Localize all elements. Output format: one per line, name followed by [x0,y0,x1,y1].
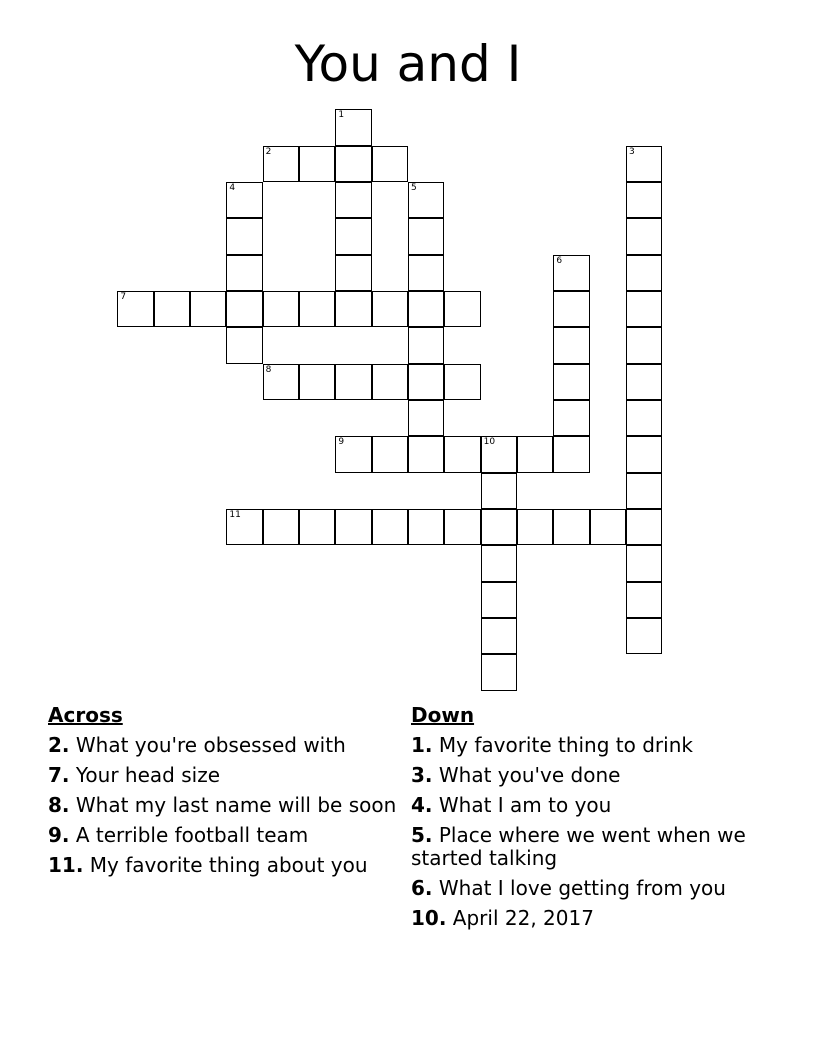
clue-text: What I am to you [438,793,612,817]
grid-cell[interactable] [154,291,190,327]
grid-cell[interactable] [626,545,662,581]
clue-text: Your head size [75,763,220,787]
grid-cell[interactable] [372,436,408,472]
clue-down-5 [411,824,756,870]
grid-cell[interactable] [481,509,517,545]
clue-down-4 [411,794,756,817]
clue-text: Place where we went when we started talking [411,823,746,870]
clue-text: What I love getting from you [438,876,726,900]
grid-cell[interactable] [226,255,262,291]
clue-number: 7. [48,763,70,787]
grid-cell[interactable] [553,327,589,363]
clue-down-3 [411,764,756,787]
grid-cell[interactable] [626,582,662,618]
clue-down-10 [411,907,756,930]
grid-cell[interactable] [481,545,517,581]
grid-cell[interactable] [408,291,444,327]
cell-number: 1 [338,110,345,121]
grid-cell[interactable] [444,291,480,327]
clue-text: What you've done [438,763,621,787]
grid-cell[interactable] [408,509,444,545]
page-title: You and I [294,35,522,93]
down-clues [411,704,756,937]
grid-cell[interactable] [481,618,517,654]
grid-cell[interactable] [335,436,371,472]
clue-down-6 [411,877,756,900]
grid-cell[interactable] [408,436,444,472]
clue-number: 1. [411,733,433,757]
grid-cell[interactable] [226,291,262,327]
clue-text: What you're obsessed with [75,733,346,757]
cell-number: 10 [483,437,496,448]
grid-cell[interactable] [626,327,662,363]
clue-number: 8. [48,793,70,817]
clue-across-2 [48,734,398,757]
grid-cell[interactable] [626,364,662,400]
grid-cell[interactable] [226,218,262,254]
grid-cell[interactable] [590,509,626,545]
grid-cell[interactable] [626,182,662,218]
clue-text: My favorite thing about you [89,853,368,877]
grid-cell[interactable] [408,400,444,436]
grid-cell[interactable] [190,291,226,327]
clue-text: What my last name will be soon [75,793,397,817]
clue-text: A terrible football team [75,823,309,847]
grid-cell[interactable] [372,146,408,182]
grid-cell[interactable] [481,654,517,690]
cell-number: 4 [229,183,236,194]
grid-cell[interactable] [481,582,517,618]
clue-number: 3. [411,763,433,787]
grid-cell[interactable] [408,364,444,400]
clue-across-11 [48,854,398,877]
down-heading: Down [411,703,475,727]
grid-cell[interactable] [553,364,589,400]
grid-cell[interactable] [553,291,589,327]
grid-cell[interactable] [335,182,371,218]
grid-cell[interactable] [299,509,335,545]
grid-cell[interactable] [553,255,589,291]
grid-cell[interactable] [626,291,662,327]
clue-down-1 [411,734,756,757]
grid-cell[interactable] [335,255,371,291]
clue-number: 10. [411,906,447,930]
grid-cell[interactable] [226,509,262,545]
clue-number: 4. [411,793,433,817]
grid-cell[interactable] [444,436,480,472]
grid-cell[interactable] [263,509,299,545]
grid-cell[interactable] [408,327,444,363]
grid-cell[interactable] [444,364,480,400]
clue-number: 5. [411,823,433,847]
clue-across-7 [48,764,398,787]
grid-cell[interactable] [263,364,299,400]
clue-text: April 22, 2017 [452,906,594,930]
clue-number: 2. [48,733,70,757]
grid-cell[interactable] [553,436,589,472]
cell-number: 8 [265,364,272,375]
grid-cell[interactable] [626,146,662,182]
grid-cell[interactable] [372,364,408,400]
grid-cell[interactable] [626,255,662,291]
grid-cell[interactable] [481,473,517,509]
across-clues [48,704,398,884]
grid-cell[interactable] [408,255,444,291]
cell-number: 6 [556,255,563,266]
grid-cell[interactable] [263,291,299,327]
grid-cell[interactable] [335,364,371,400]
grid-cell[interactable] [626,473,662,509]
grid-cell[interactable] [517,509,553,545]
grid-cell[interactable] [553,400,589,436]
cell-number: 7 [120,292,127,302]
grid-cell[interactable] [626,618,662,654]
grid-cell[interactable] [226,327,262,363]
cell-number: 9 [338,437,345,448]
grid-cell[interactable] [517,436,553,472]
clue-across-8 [48,794,398,817]
grid-cell[interactable] [372,509,408,545]
grid-cell[interactable] [335,146,371,182]
grid-cell[interactable] [408,218,444,254]
grid-cell[interactable] [626,400,662,436]
grid-cell[interactable] [553,509,589,545]
grid-cell[interactable] [335,218,371,254]
clue-text: My favorite thing to drink [438,733,693,757]
cell-number: 2 [265,146,272,157]
clue-number: 11. [48,853,84,877]
grid-cell[interactable] [299,146,335,182]
grid-cell[interactable] [626,509,662,545]
across-heading: Across [48,703,123,727]
clue-number: 6. [411,876,433,900]
grid-cell[interactable] [626,436,662,472]
grid-cell[interactable] [408,182,444,218]
grid-cell[interactable] [335,509,371,545]
grid-cell[interactable] [226,182,262,218]
grid-cell[interactable] [335,291,371,327]
grid-cell[interactable] [263,146,299,182]
grid-cell[interactable] [117,291,153,327]
grid-cell[interactable] [372,291,408,327]
clue-number: 9. [48,823,70,847]
grid-cell[interactable] [481,436,517,472]
grid-cell[interactable] [444,509,480,545]
cell-number: 11 [229,509,241,520]
clue-across-9 [48,824,398,847]
grid-cell[interactable] [335,109,371,145]
grid-cell[interactable] [299,364,335,400]
grid-cell[interactable] [626,218,662,254]
grid-cell[interactable] [299,291,335,327]
cell-number: 5 [410,183,417,194]
cell-number: 3 [628,146,635,157]
